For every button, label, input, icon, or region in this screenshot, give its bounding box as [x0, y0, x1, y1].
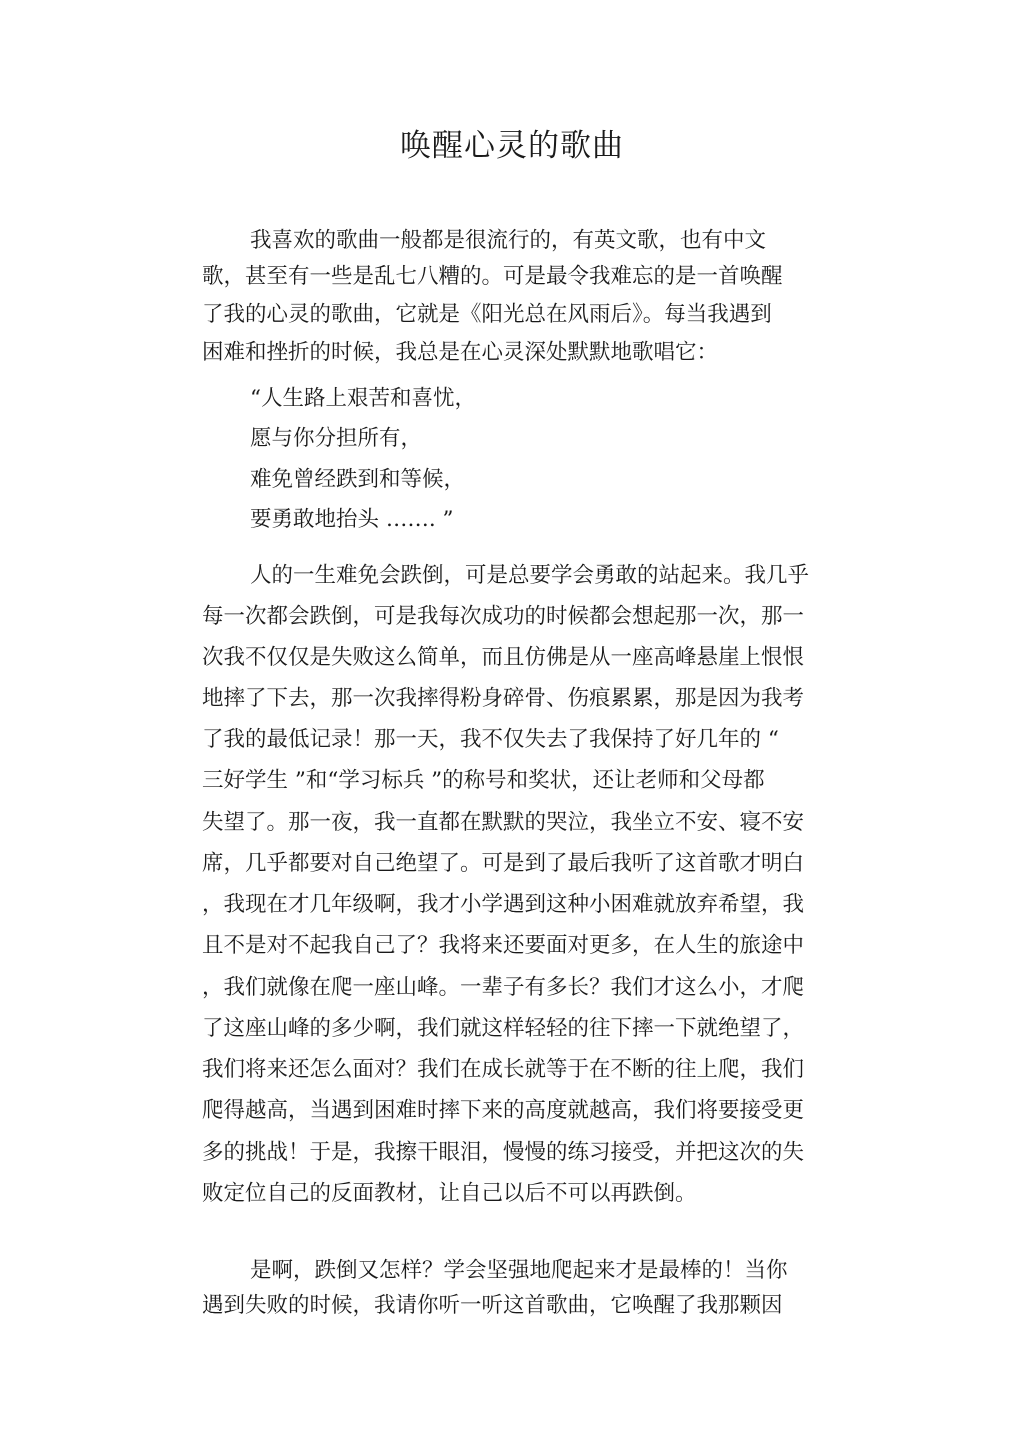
document-title: 唤醒心灵的歌曲: [400, 128, 624, 164]
paragraph2-line: 败定位自己的反面教材，让自己以后不可以再跌倒。: [202, 1181, 697, 1206]
paragraph2-line: 爬得越高，当遇到困难时摔下来的高度就越高，我们将要接受更: [202, 1098, 805, 1123]
paragraph3-line: 遇到失败的时候，我请你听一听这首歌曲，它唤醒了我那颗因: [202, 1293, 783, 1318]
paragraph2-line: ，我们就像在爬一座山峰。一辈子有多长？我们才这么小，才爬: [202, 975, 805, 1000]
paragraph1-line: 歌，甚至有一些是乱七八糟的。可是最令我难忘的是一首唤醒: [202, 264, 783, 289]
paragraph2-line: 失望了。那一夜，我一直都在默默的哭泣，我坐立不安、寝不安: [202, 810, 805, 835]
lyric-line: 难免曾经跌到和等候，: [250, 467, 466, 492]
paragraph2-line: 我们将来还怎么面对？我们在成长就等于在不断的往上爬，我们: [202, 1057, 805, 1082]
paragraph2-line: 人的一生难免会跌倒，可是总要学会勇敢的站起来。我几乎: [250, 563, 810, 588]
paragraph2-line: 每一次都会跌倒，可是我每次成功的时候都会想起那一次，那一: [202, 604, 805, 629]
paragraph2-line: 多的挑战！于是，我擦干眼泪，慢慢的练习接受，并把这次的失: [202, 1140, 805, 1165]
paragraph2-line: 三好学生 ”和“学习标兵 ”的称号和奖状，还让老师和父母都: [202, 768, 765, 793]
lyric-line: “人生路上艰苦和喜忧，: [250, 386, 476, 411]
paragraph2-line: 了我的最低记录！那一天，我不仅失去了我保持了好几年的 “: [202, 727, 779, 752]
paragraph2-line: 了这座山峰的多少啊，我们就这样轻轻的往下摔一下就绝望了，: [202, 1016, 805, 1041]
lyric-line: 愿与你分担所有，: [250, 426, 423, 451]
paragraph2-line: 次我不仅仅是失败这么简单，而且仿佛是从一座高峰悬崖上恨恨: [202, 645, 805, 670]
paragraph1-line: 我喜欢的歌曲一般都是很流行的，有英文歌，也有中文: [250, 228, 767, 253]
paragraph2-line: ，我现在才几年级啊，我才小学遇到这种小困难就放弃希望，我: [202, 892, 805, 917]
paragraph2-line: 地摔了下去，那一次我摔得粉身碎骨、伤痕累累，那是因为我考: [202, 686, 805, 711]
paragraph1-line: 了我的心灵的歌曲，它就是《阳光总在风雨后》。每当我遇到: [202, 302, 772, 327]
paragraph2-line: 且不是对不起我自己了？我将来还要面对更多，在人生的旅途中: [202, 933, 805, 958]
paragraph3-line: 是啊，跌倒又怎样？学会坚强地爬起来才是最棒的！当你: [250, 1258, 788, 1283]
paragraph1-line: 困难和挫折的时候，我总是在心灵深处默默地歌唱它：: [202, 340, 719, 365]
paragraph2-line: 席，几乎都要对自己绝望了。可是到了最后我听了这首歌才明白: [202, 851, 805, 876]
lyric-line: 要勇敢地抬头 ……. ”: [250, 507, 454, 532]
